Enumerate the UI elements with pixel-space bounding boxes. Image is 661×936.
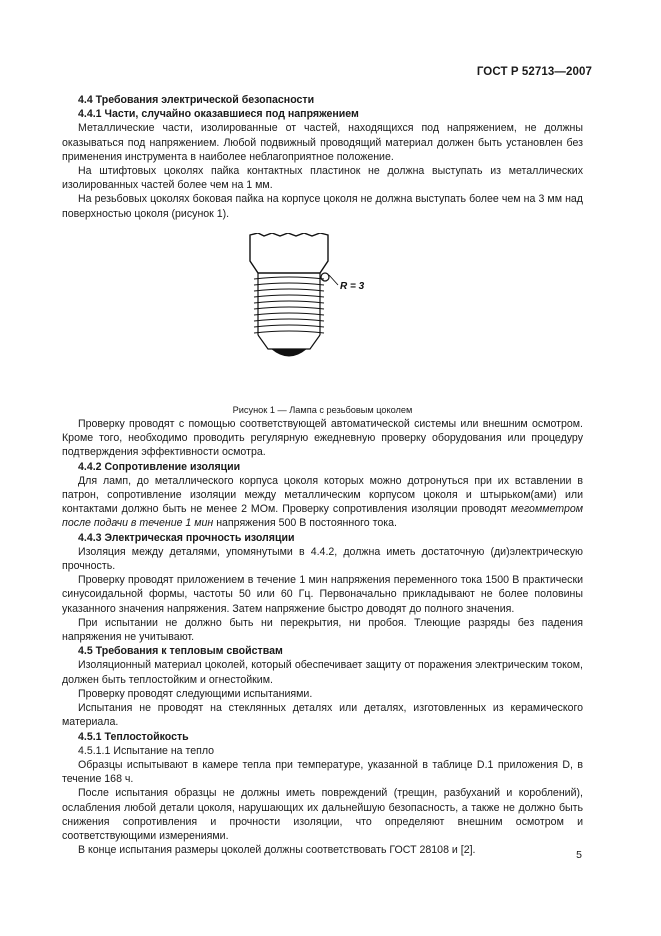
lamp-drawing: [232, 233, 372, 369]
figure-caption: Рисунок 1 — Лампа с резьбовым цоколем: [232, 404, 413, 415]
body-text: [62, 93, 583, 857]
paragraph: На штифтовых цоколях пайка контактных пластинок не должна выступать из металлических изолированных частей более чем на 1 мм.: [62, 165, 583, 192]
paragraph: Испытания не проводят на стеклянных деталях или деталях, изготовленных из керамического материала.: [62, 702, 583, 729]
document-id: ГОСТ Р 52713—2007: [476, 66, 592, 78]
figure-lamp-base: [62, 225, 583, 403]
paragraph: Проверку проводят приложением в течение 1 мин напряжения переменного тока 1500 В практически синусоидальной формы, частоты 50 или 60 Гц. Первоначально прикладывают не более половины указанного значения напряжения. Затем напряжение быстро доводят до полного значения.: [62, 574, 583, 615]
paragraph: В конце испытания размеры цоколей должны соответствовать ГОСТ 28108 и [2].: [78, 844, 476, 857]
paragraph: Проверку проводят с помощью соответствующей автоматической системы или внешним осмотром. Кроме того, необходимо проводить регулярную ежедневную проверку оборудования или процедуру подтверждения эффективности осмотра.: [62, 418, 583, 459]
section-4-5-1-title: 4.5.1 Теплостойкость: [78, 730, 189, 743]
radius-label: R = 3: [340, 280, 365, 292]
paragraph: На резьбовых цоколях боковая пайка на корпусе цоколя не должна выступать более чем на 3 мм над поверхностью цоколя (рисунок 1).: [62, 193, 583, 220]
section-4-4-1-title: 4.4.1 Части, случайно оказавшиеся под напряжением: [78, 108, 359, 121]
section-4-4-2-title: 4.4.2 Сопротивление изоляции: [78, 460, 241, 473]
paragraph: Изоляция между деталями, упомянутыми в 4.4.2, должна иметь достаточную (ди)электрическую прочность.: [62, 545, 583, 573]
section-4-5-title: 4.5 Требования к тепловым свойствам: [78, 645, 283, 658]
page-number: 5: [576, 849, 582, 861]
section-4-4-3-title: 4.4.3 Электрическая прочность изоляции: [78, 531, 295, 544]
section-4-4-title: 4.4 Требования электрической безопасности: [78, 94, 315, 106]
paragraph: При испытании не должно быть ни перекрытия, ни пробоя. Тлеющие разряды без падения напряжения не учитывают.: [62, 616, 583, 644]
italic-phrase: мегомметром после подачи в течение 1 мин: [62, 503, 583, 530]
paragraph: Для ламп, до металлического корпуса цоколя которых можно дотронуться при их вставлении в патрон, сопротивление изоляции между металлическим корпусом цоколя и штырьком(ами) или контактами должно быть не менее 2 МОм. Проверку сопротивления изоляции проводят мегомметром после подачи в течение 1 мин напряжения 500 В постоянного тока.: [62, 474, 583, 530]
section-4-5-1-1-title: 4.5.1.1 Испытание на тепло: [78, 744, 215, 757]
paragraph: Изоляционный материал цоколей, который обеспечивает защиту от поражения электрическим током, должен быть теплостойким и огнестойким.: [62, 659, 583, 686]
paragraph: После испытания образцы не должны иметь повреждений (трещин, разбуханий и короблений), ослабления любой детали цоколя, нарушающих их дальнейшую безопасность, а также не должно быть снижения сопротивления и прочности изоляции, что определяют внешним осмотром и соответствующими измерениями.: [62, 787, 583, 842]
paragraph: Металлические части, изолированные от частей, находящихся под напряжением, не должны оказываться под напряжением. Любой подвижный проводящий материал должен быть установлен без применения инструмента в наиболее неблагоприятное положение.: [62, 122, 583, 163]
paragraph: Образцы испытывают в камере тепла при температуре, указанной в таблице D.1 приложения D, в течение 168 ч.: [62, 758, 583, 786]
paragraph: Проверку проводят следующими испытаниями.: [78, 687, 313, 700]
